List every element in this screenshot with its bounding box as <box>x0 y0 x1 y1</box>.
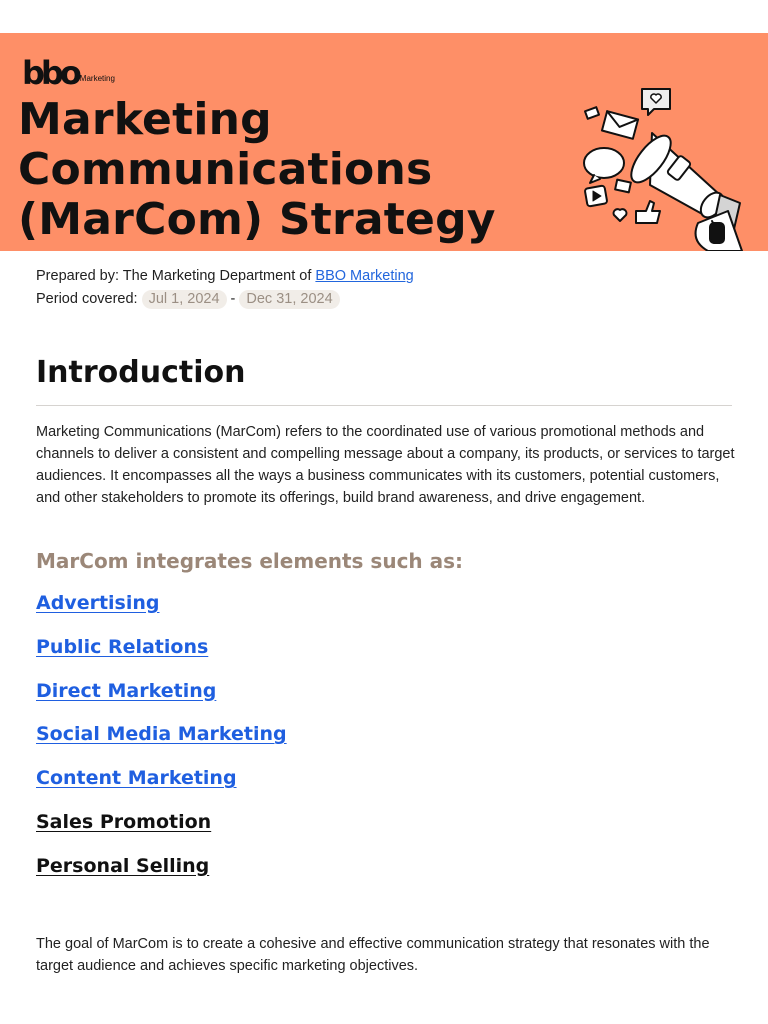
end-date-chip[interactable]: Dec 31, 2024 <box>239 290 339 309</box>
introduction-paragraph: Marketing Communications (MarCom) refers to the coordinated use of various promotional methods and channels to deliver a consistent and compelling message about a company, its products, or services to target audiences. It encompasses all the ways a business communicates with its customers, potential customers, and other stakeholders to promote its offerings, build brand awareness, and drive engagement. <box>36 424 735 506</box>
element-content-marketing-link[interactable]: Content Marketing <box>36 767 237 790</box>
page-title <box>18 95 496 245</box>
title-line-1: Marketing <box>18 94 272 145</box>
element-sales-promotion: Sales Promotion <box>36 810 212 833</box>
start-date-chip[interactable]: Jul 1, 2024 <box>142 290 227 309</box>
element-advertising-link[interactable]: Advertising <box>36 592 160 614</box>
element-personal-selling: Personal Selling <box>36 854 210 877</box>
header-banner <box>0 33 768 251</box>
section-divider <box>36 405 732 406</box>
prepared-by <box>36 265 414 288</box>
elements-subheading: MarCom integrates elements such as: <box>36 549 464 573</box>
logo-mark: bbo <box>22 54 78 92</box>
element-direct-marketing-link[interactable]: Direct Marketing <box>36 679 217 702</box>
megaphone-illustration <box>580 83 768 251</box>
company-link[interactable]: BBO Marketing <box>315 268 414 284</box>
element-social-media-marketing-link[interactable]: Social Media Marketing <box>36 723 287 746</box>
element-public-relations-link[interactable]: Public Relations <box>36 635 209 658</box>
date-separator: - <box>230 291 236 307</box>
prepared-by-text: Prepared by: The Marketing Department of <box>36 268 316 284</box>
period-covered <box>36 288 414 311</box>
title-line-3: (MarCom) Strategy <box>18 194 496 245</box>
introduction-heading: Introduction <box>36 355 246 390</box>
goal-paragraph: The goal of MarCom is to create a cohesive and effective communication strategy that resonates with the target audience and achieves specific marketing objectives. <box>36 936 710 974</box>
marcom-elements-list <box>36 592 287 899</box>
logo-wordmark: Marketing <box>79 74 115 83</box>
document-meta <box>36 265 414 311</box>
period-label: Period covered: <box>36 291 138 307</box>
title-line-2: Communications <box>18 144 433 195</box>
company-logo <box>22 53 115 92</box>
